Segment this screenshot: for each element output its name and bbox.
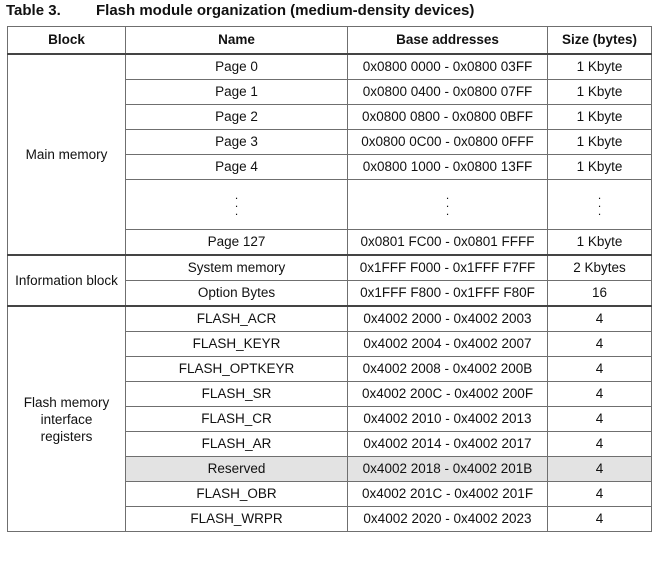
block-cell [8, 306, 126, 532]
size-text: 1 Kbyte [576, 134, 623, 149]
name-text: FLASH_WRPR [190, 511, 283, 526]
size-text: 1 Kbyte [576, 59, 623, 74]
name-cell [126, 432, 348, 457]
name-text: FLASH_ACR [196, 311, 277, 326]
size-cell [548, 357, 652, 382]
address-text: 0x1FFF F000 - 0x1FFF F7FF [359, 260, 536, 275]
address-cell [348, 482, 548, 507]
name-text: FLASH_KEYR [192, 336, 281, 351]
name-cell [126, 255, 348, 281]
header-row [8, 27, 652, 55]
size-text: 4 [595, 336, 604, 351]
size-text: 4 [595, 361, 604, 376]
name-text: Page 4 [215, 159, 258, 174]
size-cell [548, 482, 652, 507]
table-body [8, 54, 652, 532]
address-cell [348, 54, 548, 80]
address-cell [348, 306, 548, 332]
name-text: Page 0 [215, 59, 258, 74]
block-cell [8, 255, 126, 306]
address-cell [348, 332, 548, 357]
address-text: 0x4002 2008 - 0x4002 200B [362, 361, 533, 376]
size-text: 4 [595, 386, 604, 401]
block-label: Flash memory interface registers [23, 394, 110, 444]
size-cell [548, 281, 652, 307]
table-row [8, 306, 652, 332]
address-cell [348, 255, 548, 281]
header-size: Size (bytes) [548, 27, 652, 55]
address-text: 0x0800 0C00 - 0x0800 0FFF [361, 134, 534, 149]
name-text: FLASH_AR [201, 436, 272, 451]
table-title: Flash module organization (medium-density devices) [96, 2, 475, 19]
name-text: FLASH_OBR [196, 486, 277, 501]
size-text: 4 [595, 486, 604, 501]
size-cell [548, 407, 652, 432]
size-cell [548, 105, 652, 130]
name-cell [126, 332, 348, 357]
name-cell [126, 130, 348, 155]
name-text: Page 1 [215, 84, 258, 99]
address-cell [348, 457, 548, 482]
address-cell [348, 180, 548, 230]
size-text: 1 Kbyte [576, 159, 623, 174]
name-cell [126, 482, 348, 507]
name-cell [126, 507, 348, 532]
address-cell [348, 130, 548, 155]
size-text: 1 Kbyte [576, 109, 623, 124]
name-text: . . . [234, 187, 239, 218]
address-text: 0x4002 2018 - 0x4002 201B [362, 461, 533, 476]
name-cell [126, 357, 348, 382]
name-cell [126, 155, 348, 180]
size-cell [548, 180, 652, 230]
table-number: Table 3. [6, 2, 61, 19]
address-text: 0x1FFF F800 - 0x1FFF F80F [360, 285, 535, 300]
size-cell [548, 155, 652, 180]
name-text: FLASH_OPTKEYR [178, 361, 295, 376]
name-text: FLASH_CR [201, 411, 272, 426]
table-caption [6, 1, 474, 21]
name-text: FLASH_SR [201, 386, 272, 401]
size-cell [548, 382, 652, 407]
size-text: 1 Kbyte [576, 234, 623, 249]
address-text: 0x4002 2014 - 0x4002 2017 [363, 436, 532, 451]
address-text: 0x0801 FC00 - 0x0801 FFFF [360, 234, 535, 249]
address-text: 0x4002 2020 - 0x4002 2023 [363, 511, 532, 526]
size-text: . . . [597, 187, 602, 218]
size-text: 4 [595, 411, 604, 426]
name-cell [126, 105, 348, 130]
size-cell [548, 230, 652, 256]
address-cell [348, 432, 548, 457]
size-cell [548, 80, 652, 105]
header-base-addresses: Base addresses [348, 27, 548, 55]
block-cell [8, 54, 126, 255]
header-name: Name [126, 27, 348, 55]
size-cell [548, 130, 652, 155]
name-text: Page 127 [207, 234, 266, 249]
address-cell [348, 382, 548, 407]
size-cell [548, 54, 652, 80]
address-cell [348, 281, 548, 307]
address-text: . . . [445, 187, 450, 218]
flash-organization-table [7, 26, 652, 532]
address-text: 0x4002 2004 - 0x4002 2007 [363, 336, 532, 351]
address-cell [348, 507, 548, 532]
table-row [8, 54, 652, 80]
table-row [8, 255, 652, 281]
name-text: Page 2 [215, 109, 258, 124]
block-label: Information block [15, 273, 118, 288]
name-cell [126, 54, 348, 80]
name-cell [126, 230, 348, 256]
address-cell [348, 230, 548, 256]
size-text: 2 Kbytes [573, 260, 626, 275]
name-cell [126, 281, 348, 307]
address-text: 0x4002 2010 - 0x4002 2013 [363, 411, 532, 426]
address-cell [348, 105, 548, 130]
name-text: Page 3 [215, 134, 258, 149]
name-cell [126, 407, 348, 432]
address-text: 0x0800 0400 - 0x0800 07FF [362, 84, 533, 99]
size-text: 4 [595, 511, 604, 526]
address-cell [348, 155, 548, 180]
size-cell [548, 507, 652, 532]
address-text: 0x4002 200C - 0x4002 200F [361, 386, 534, 401]
name-cell [126, 306, 348, 332]
address-cell [348, 407, 548, 432]
block-label: Main memory [25, 147, 108, 162]
size-cell [548, 432, 652, 457]
address-text: 0x0800 0800 - 0x0800 0BFF [361, 109, 534, 124]
address-text: 0x4002 201C - 0x4002 201F [361, 486, 534, 501]
address-cell [348, 80, 548, 105]
size-cell [548, 255, 652, 281]
address-cell [348, 357, 548, 382]
name-text: Option Bytes [197, 285, 276, 300]
size-cell [548, 306, 652, 332]
size-cell [548, 332, 652, 357]
name-cell [126, 180, 348, 230]
name-text: Reserved [207, 461, 266, 476]
name-cell [126, 382, 348, 407]
size-text: 4 [595, 461, 604, 476]
name-cell [126, 80, 348, 105]
header-block: Block [8, 27, 126, 55]
address-text: 0x0800 1000 - 0x0800 13FF [362, 159, 533, 174]
address-text: 0x0800 0000 - 0x0800 03FF [362, 59, 533, 74]
name-cell [126, 457, 348, 482]
size-cell [548, 457, 652, 482]
name-text: System memory [187, 260, 286, 275]
size-text: 1 Kbyte [576, 84, 623, 99]
address-text: 0x4002 2000 - 0x4002 2003 [363, 311, 532, 326]
size-text: 16 [591, 285, 608, 300]
size-text: 4 [595, 311, 604, 326]
size-text: 4 [595, 436, 604, 451]
